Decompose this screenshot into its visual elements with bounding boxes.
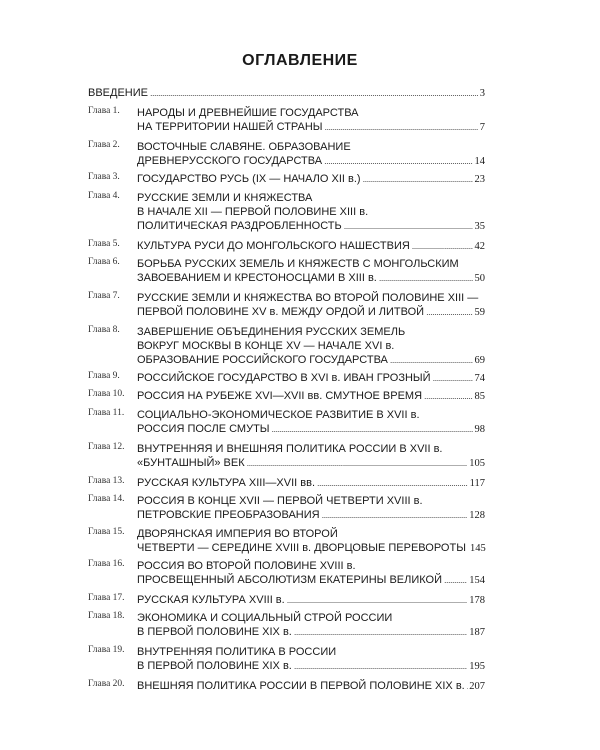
dot-leader xyxy=(363,172,473,186)
toc-entry-line: РУССКИЕ ЗЕМЛИ И КНЯЖЕСТВА ВО ВТОРОЙ ПОЛОВИНЕ XIII — xyxy=(137,292,479,304)
toc-entry-last-line xyxy=(137,172,485,187)
dot-leader xyxy=(317,476,468,490)
toc-entry-title xyxy=(137,239,485,254)
toc-entry-last-line xyxy=(137,541,485,556)
chapter-label: Глава 4. xyxy=(88,191,120,201)
toc-entry-title xyxy=(137,679,485,694)
dot-leader xyxy=(444,573,467,587)
toc-entry-line: СОЦИАЛЬНО-ЭКОНОМИЧЕСКОЕ РАЗВИТИЕ В XVII в. xyxy=(137,409,420,421)
toc-entry-title xyxy=(137,257,485,286)
toc-entry-last-line xyxy=(137,679,485,694)
chapter-label: Глава 5. xyxy=(88,239,120,249)
chapter-label: Глава 16. xyxy=(88,559,125,569)
dot-leader xyxy=(247,456,468,470)
toc-entry-last-line xyxy=(137,456,485,471)
toc-entry-line: БОРЬБА РУССКИХ ЗЕМЕЛЬ И КНЯЖЕСТВ С МОНГОЛЬСКИМ xyxy=(137,258,459,270)
chapter-label: Глава 15. xyxy=(88,527,125,537)
toc-entry-title xyxy=(137,371,485,386)
toc-entry-title xyxy=(137,140,485,169)
toc-page-number: 69 xyxy=(474,355,485,366)
toc-entry-title xyxy=(88,86,485,101)
toc-page-number: 187 xyxy=(469,627,485,638)
toc-entry-line: ПРОСВЕЩЕННЫЙ АБСОЛЮТИЗМ ЕКАТЕРИНЫ ВЕЛИКОЙ xyxy=(137,574,442,586)
toc-entry-line: ГОСУДАРСТВО РУСЬ (IX — НАЧАЛО XII в.) xyxy=(137,173,361,185)
toc-entry-line: ЧЕТВЕРТИ — СЕРЕДИНЕ XVIII в. ДВОРЦОВЫЕ ПЕРЕВОРОТЫ xyxy=(137,542,466,554)
chapter-label: Глава 12. xyxy=(88,442,125,452)
toc-page-number: 50 xyxy=(474,273,485,284)
dot-leader xyxy=(412,239,473,253)
toc-entry-line: РОССИЯ ПОСЛЕ СМУТЫ xyxy=(137,423,270,435)
toc-entry-title xyxy=(137,645,485,674)
dot-leader xyxy=(287,593,468,607)
page-title: ОГЛАВЛЕНИЕ xyxy=(242,52,358,69)
toc-page-number: 117 xyxy=(469,478,485,489)
toc-entry-last-line xyxy=(137,239,485,254)
toc-entry-line: ВНЕШНЯЯ ПОЛИТИКА РОССИИ В ПЕРВОЙ ПОЛОВИНЕ XIX в. xyxy=(137,680,465,692)
toc-entry-last-line xyxy=(137,271,485,286)
dot-leader xyxy=(272,422,473,436)
toc-entry-line: ВОСТОЧНЫЕ СЛАВЯНЕ. ОБРАЗОВАНИЕ xyxy=(137,141,351,153)
toc-page-number: 23 xyxy=(474,174,485,185)
toc-entry-title xyxy=(137,559,485,588)
toc-entry-last-line xyxy=(137,625,485,640)
toc-entry-title xyxy=(137,593,485,608)
toc-entry-line: ПЕРВОЙ ПОЛОВИНЕ XV в. МЕЖДУ ОРДОЙ И ЛИТВОЙ xyxy=(137,306,425,318)
toc-entry-line: ДРЕВНЕРУССКОГО ГОСУДАРСТВА xyxy=(137,155,323,167)
toc-page-number: 105 xyxy=(469,458,485,469)
chapter-label: Глава 19. xyxy=(88,645,125,655)
toc-entry-line: В ПЕРВОЙ ПОЛОВИНЕ XIX в. xyxy=(137,626,292,638)
toc-entry-line: РОССИЯ НА РУБЕЖЕ XVI—XVII вв. СМУТНОЕ ВРЕМЯ xyxy=(137,390,423,402)
toc-entry-title xyxy=(137,442,485,471)
toc-entry-last-line xyxy=(88,86,485,101)
chapter-label: Глава 18. xyxy=(88,611,125,621)
toc-entry-last-line xyxy=(137,659,485,674)
dot-leader xyxy=(150,86,478,100)
toc-entry-line: ПОЛИТИЧЕСКАЯ РАЗДРОБЛЕННОСТЬ xyxy=(137,220,342,232)
toc-entry-line: В ПЕРВОЙ ПОЛОВИНЕ XIX в. xyxy=(137,660,292,672)
toc-entry-line: ВНУТРЕННЯЯ ПОЛИТИКА В РОССИИ xyxy=(137,646,337,658)
toc-page-number: 35 xyxy=(474,221,485,232)
toc-page-number: 74 xyxy=(474,373,485,384)
toc-entry-last-line xyxy=(137,305,485,320)
toc-entry-title xyxy=(137,291,485,320)
toc-page-number: 178 xyxy=(469,595,485,606)
toc-page-number: 145 xyxy=(469,543,486,554)
toc-entry-line: ЗАВОЕВАНИЕМ И КРЕСТОНОСЦАМИ В XIII в. xyxy=(137,272,377,284)
chapter-label: Глава 10. xyxy=(88,389,125,399)
chapter-label: Глава 14. xyxy=(88,494,125,504)
toc-entry-title xyxy=(137,325,485,368)
toc-entry-last-line xyxy=(137,154,485,169)
dot-leader xyxy=(433,371,473,385)
chapter-label: Глава 6. xyxy=(88,257,120,267)
toc-entry-title xyxy=(137,106,485,135)
toc-entry-text: ВВЕДЕНИЕ xyxy=(88,87,148,99)
toc-entry-title xyxy=(137,191,485,234)
toc-entry-line: ВНУТРЕННЯЯ И ВНЕШНЯЯ ПОЛИТИКА РОССИИ В XVII в. xyxy=(137,443,443,455)
toc-page-number: 98 xyxy=(474,424,485,435)
toc-entry-title xyxy=(137,527,485,556)
toc-entry-line: НАРОДЫ И ДРЕВНЕЙШИЕ ГОСУДАРСТВА xyxy=(137,107,359,119)
toc-page-number: 195 xyxy=(469,661,485,672)
toc-entry-last-line xyxy=(137,371,485,386)
toc-entry-last-line xyxy=(137,389,485,404)
toc-page-number: 3 xyxy=(479,88,485,99)
toc-entry-line: В НАЧАЛЕ XII — ПЕРВОЙ ПОЛОВИНЕ XIII в. xyxy=(137,206,369,218)
dot-leader xyxy=(324,154,472,168)
toc-entry-last-line xyxy=(137,422,485,437)
chapter-label: Глава 7. xyxy=(88,291,120,301)
toc-entry-title xyxy=(137,611,485,640)
toc-entry-title xyxy=(137,476,485,491)
dot-leader xyxy=(424,389,472,403)
toc-page-number: 128 xyxy=(469,510,485,521)
dot-leader xyxy=(390,353,473,367)
toc-entry-title xyxy=(137,389,485,404)
toc-entry-line: РУССКИЕ ЗЕМЛИ И КНЯЖЕСТВА xyxy=(137,192,313,204)
chapter-label: Глава 2. xyxy=(88,140,120,150)
dot-leader xyxy=(467,679,468,693)
toc-page-number: 7 xyxy=(479,122,485,133)
toc-entry-line: КУЛЬТУРА РУСИ ДО МОНГОЛЬСКОГО НАШЕСТВИЯ xyxy=(137,240,410,252)
toc-entry-last-line xyxy=(137,120,485,135)
toc-entry-last-line xyxy=(137,219,485,234)
toc-page-number: 14 xyxy=(474,156,485,167)
toc-page-number: 59 xyxy=(474,307,485,318)
toc-entry-last-line xyxy=(137,508,485,523)
toc-entry-line: ВОКРУГ МОСКВЫ В КОНЦЕ XV — НАЧАЛЕ XVI в. xyxy=(137,340,395,352)
dot-leader xyxy=(344,219,473,233)
dot-leader xyxy=(426,305,472,319)
toc-page-number: 154 xyxy=(469,575,485,586)
toc-entry-last-line xyxy=(137,353,485,368)
toc-entry-title xyxy=(137,408,485,437)
toc-entry-line: РУССКАЯ КУЛЬТУРА XVIII в. xyxy=(137,594,285,606)
toc-page-number: 85 xyxy=(474,391,485,402)
toc-page-number: 42 xyxy=(474,241,485,252)
dot-leader xyxy=(325,120,478,134)
toc-entry-last-line xyxy=(137,593,485,608)
toc-entry-line: ЗАВЕРШЕНИЕ ОБЪЕДИНЕНИЯ РУССКИХ ЗЕМЕЛЬ xyxy=(137,326,406,338)
chapter-label: Глава 13. xyxy=(88,476,125,486)
toc-entry-last-line xyxy=(137,476,485,491)
toc-entry-line: ПЕТРОВСКИЕ ПРЕОБРАЗОВАНИЯ xyxy=(137,509,320,521)
chapter-label: Глава 1. xyxy=(88,106,120,116)
chapter-label: Глава 3. xyxy=(88,172,120,182)
chapter-label: Глава 9. xyxy=(88,371,120,381)
dot-leader xyxy=(294,659,467,673)
toc-entry-last-line xyxy=(137,573,485,588)
toc-entry-line: ДВОРЯНСКАЯ ИМПЕРИЯ ВО ВТОРОЙ xyxy=(137,528,338,540)
chapter-label: Глава 8. xyxy=(88,325,120,335)
chapter-label: Глава 17. xyxy=(88,593,125,603)
toc-entry-line: РОССИЙСКОЕ ГОСУДАРСТВО В XVI в. ИВАН ГРОЗНЫЙ xyxy=(137,372,431,384)
toc-entry-line: РОССИЯ В КОНЦЕ XVII — ПЕРВОЙ ЧЕТВЕРТИ XVIII в. xyxy=(137,495,423,507)
toc-entry-title xyxy=(137,172,485,187)
toc-entry-line: ЭКОНОМИКА И СОЦИАЛЬНЫЙ СТРОЙ РОССИИ xyxy=(137,612,393,624)
toc-entry-line: «БУНТАШНЫЙ» ВЕК xyxy=(137,457,245,469)
chapter-label: Глава 11. xyxy=(88,408,125,418)
chapter-label: Глава 20. xyxy=(88,679,125,689)
toc-entry-title xyxy=(137,494,485,523)
toc-entry-line: НА ТЕРРИТОРИИ НАШЕЙ СТРАНЫ xyxy=(137,121,323,133)
dot-leader xyxy=(322,508,468,522)
dot-leader xyxy=(379,271,473,285)
toc-entry-line: РОССИЯ ВО ВТОРОЙ ПОЛОВИНЕ XVIII в. xyxy=(137,560,356,572)
toc-entry-line: ОБРАЗОВАНИЕ РОССИЙСКОГО ГОСУДАРСТВА xyxy=(137,354,388,366)
toc-page-number: 207 xyxy=(469,681,485,692)
dot-leader xyxy=(294,625,467,639)
toc-entry-line: РУССКАЯ КУЛЬТУРА XIII—XVII вв. xyxy=(137,477,315,489)
